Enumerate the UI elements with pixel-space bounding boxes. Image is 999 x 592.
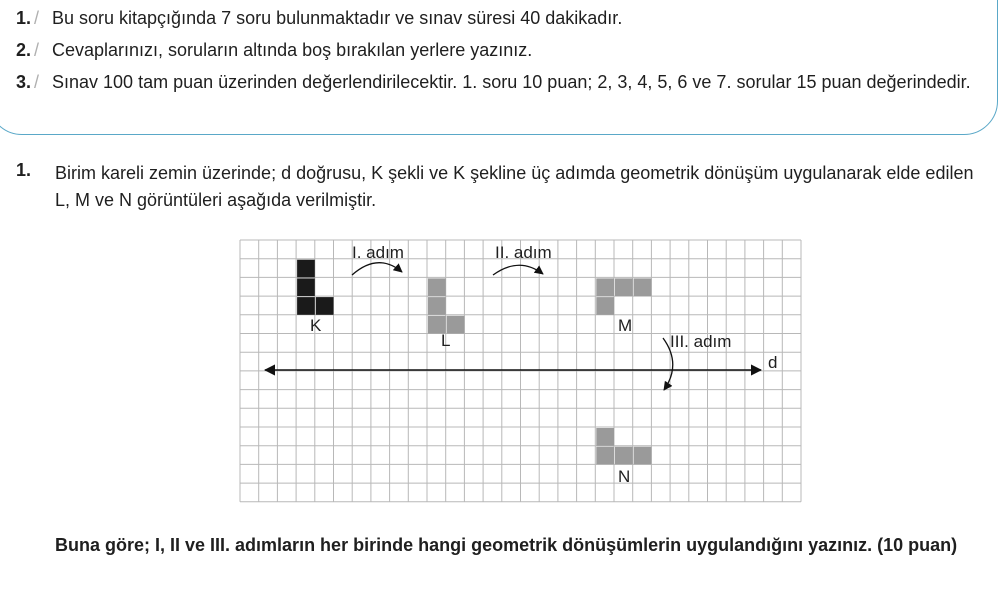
- question-text: Birim kareli zemin üzerinde; d doğrusu, K şekli ve K şekline üç adımda geometrik dönüşüm uygulanarak elde edilen L, M ve N görüntüleri aşağıda verilmiştir.: [55, 163, 974, 210]
- step2-label: II. adım: [495, 243, 552, 262]
- rule-text: Bu soru kitapçığında 7 soru bulunmaktadır ve sınav süresi 40 dakikadır.: [52, 8, 623, 28]
- shape-cell: [316, 297, 334, 315]
- step1-label: I. adım: [352, 243, 404, 262]
- shape-cell: [596, 428, 614, 446]
- shape-cell: [297, 260, 315, 278]
- shape-cell: [297, 297, 315, 315]
- question-number: 1.: [16, 160, 32, 180]
- shape-cell: [297, 278, 315, 296]
- shape-cell: [596, 297, 614, 315]
- transformation-figure: [230, 230, 810, 515]
- label-m: M: [618, 316, 633, 335]
- slash-mark: /: [34, 72, 40, 92]
- shape-cell: [428, 278, 446, 296]
- label-l: L: [441, 331, 451, 350]
- shape-cell: [596, 447, 614, 465]
- step2-arrow: [493, 265, 543, 275]
- slash-mark: /: [34, 40, 40, 60]
- step1-arrow: [352, 263, 402, 275]
- rule-text: Cevaplarınızı, soruların altında boş bırakılan yerlere yazınız.: [52, 40, 533, 60]
- rule-number: 3.: [16, 72, 32, 92]
- rule-number: 2.: [16, 40, 32, 60]
- label-n: N: [618, 467, 631, 486]
- grid-figure: [230, 230, 810, 510]
- shape-cell: [634, 278, 652, 296]
- unit-grid: [240, 240, 801, 502]
- question-prompt: Buna göre; I, II ve III. adımların her birinde hangi geometrik dönüşümlerin uygulandığını yazınız. (10 puan): [55, 535, 958, 555]
- shape-cell: [615, 278, 633, 296]
- slash-mark: /: [34, 8, 40, 28]
- label-d: d: [768, 353, 778, 372]
- rule-text: Sınav 100 tam puan üzerinden değerlendirilecektir. 1. soru 10 puan; 2, 3, 4, 5, 6 ve 7. sorular 15 puan değerindedir.: [52, 72, 971, 92]
- shape-cell: [428, 297, 446, 315]
- shape-l: [428, 278, 464, 333]
- shape-cell: [596, 278, 614, 296]
- shape-n: [596, 428, 651, 464]
- rule-number: 1.: [16, 8, 32, 28]
- shape-cell: [615, 447, 633, 465]
- label-k: K: [310, 316, 322, 335]
- step3-label: III. adım: [670, 332, 732, 351]
- shape-cell: [634, 447, 652, 465]
